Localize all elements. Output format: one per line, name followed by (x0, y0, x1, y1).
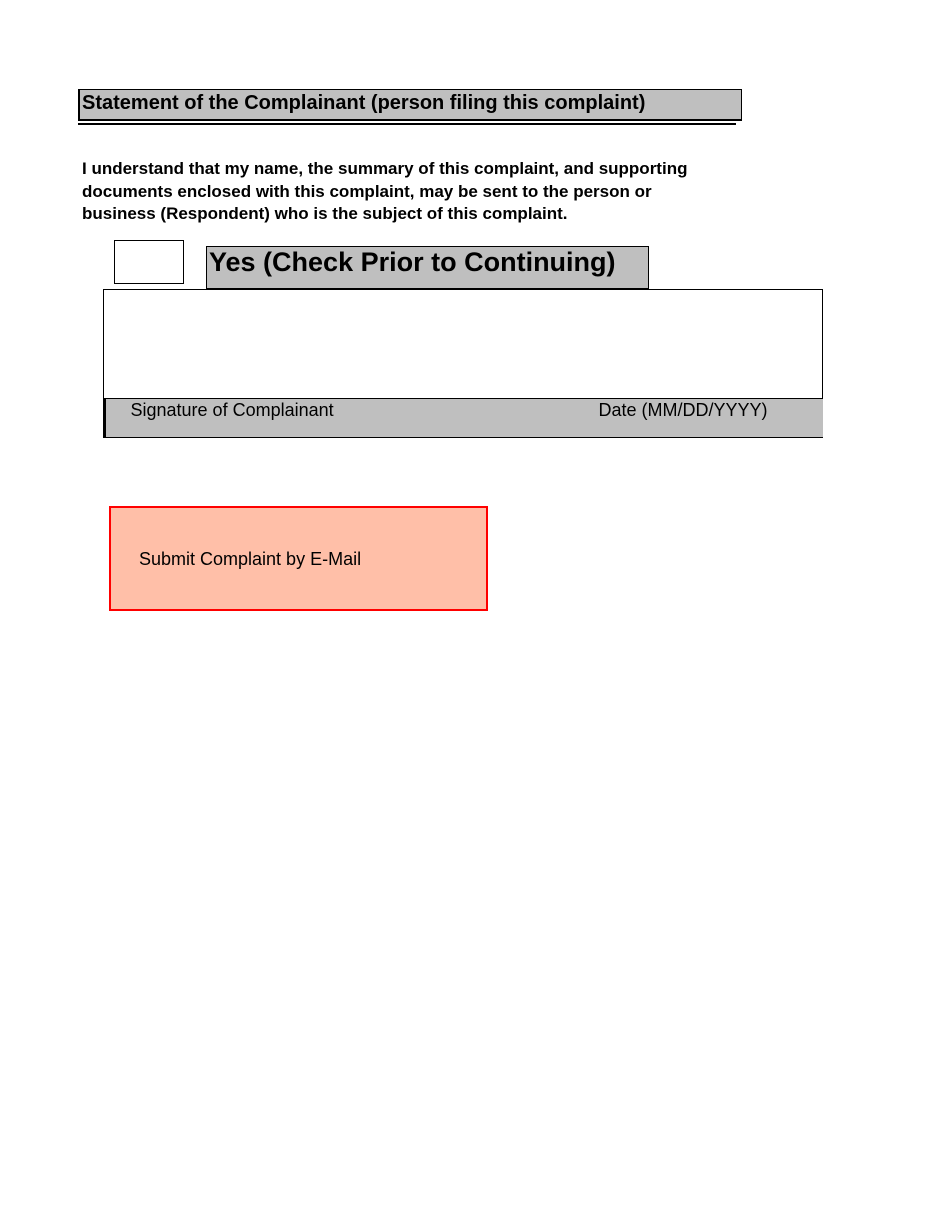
consent-line-1: I understand that my name, the summary of this complaint, and supporting (82, 159, 688, 178)
submit-email-button[interactable] (109, 506, 488, 611)
signature-label-bar (103, 398, 823, 437)
signature-label: Signature of Complainant (130, 400, 334, 420)
section-title: Statement of the Complainant (person filing this complaint) (82, 92, 646, 114)
signature-field[interactable] (104, 290, 822, 399)
section-header (78, 89, 742, 119)
header-divider-lower (78, 123, 736, 125)
consent-statement (82, 158, 772, 226)
consent-yes-label (206, 246, 649, 289)
consent-yes-text: Yes (Check Prior to Continuing) (209, 247, 616, 277)
signature-box (103, 289, 823, 438)
submit-email-label: Submit Complaint by E-Mail (139, 549, 362, 569)
consent-checkbox[interactable] (114, 240, 184, 284)
consent-line-2: documents enclosed with this complaint, may be sent to the person or (82, 181, 652, 201)
consent-line-3: business (Respondent) who is the subject of this complaint. (82, 204, 568, 223)
date-label: Date (MM/DD/YYYY) (598, 400, 768, 420)
